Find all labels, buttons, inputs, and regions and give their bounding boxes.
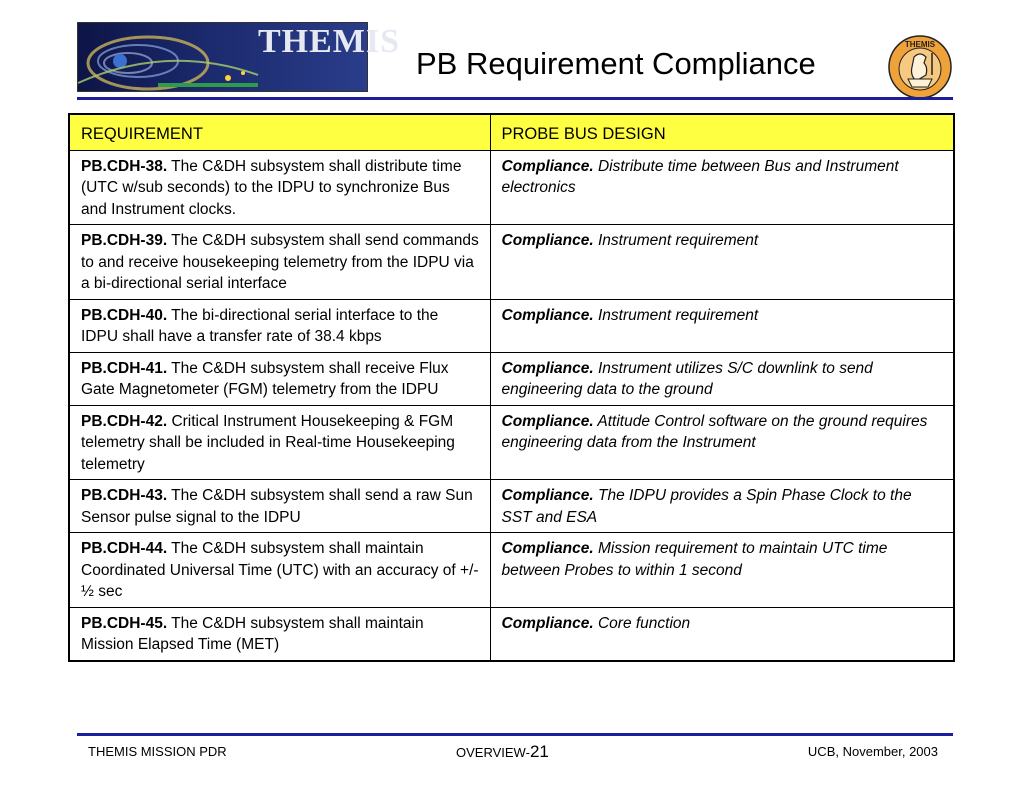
svg-text:THEMIS: THEMIS	[904, 40, 936, 49]
design-cell	[490, 225, 954, 300]
requirement-id: PB.CDH-38.	[81, 157, 168, 175]
design-cell	[490, 352, 954, 405]
requirement-text: Critical Instrument Housekeeping & FGM telemetry shall be included in Real-time Housekeeping telemetry	[81, 412, 455, 473]
requirement-text: The C&DH subsystem shall receive Flux Gate Magnetometer (FGM) telemetry from the IDPU	[81, 359, 449, 398]
page-title: PB Requirement Compliance	[416, 46, 816, 81]
requirement-cell	[69, 225, 490, 300]
table-row	[69, 405, 954, 480]
design-text: Attitude Control software on the ground requires engineering data from the Instrument	[501, 412, 928, 451]
requirement-text: The C&DH subsystem shall distribute time (UTC w/sub seconds) to the IDPU to synchronize Bus and Instrument clocks.	[81, 157, 462, 218]
footer-left-text: THEMIS MISSION PDR	[88, 744, 227, 759]
requirement-cell	[69, 299, 490, 352]
requirement-cell	[69, 150, 490, 225]
requirement-text: The bi-directional serial interface to the IDPU shall have a transfer rate of 38.4 kbps	[81, 306, 439, 345]
themis-logo-banner	[77, 22, 401, 92]
requirement-text: The C&DH subsystem shall send commands to and receive housekeeping telemetry from the IDPU via a bi-directional serial interface	[81, 232, 479, 292]
requirement-cell	[69, 533, 490, 608]
design-text: Mission requirement to maintain UTC time between Probes to within 1 second	[501, 540, 888, 579]
logo-wordmark: THEMIS	[258, 23, 401, 60]
design-text: Distribute time between Bus and Instrument electronics	[501, 157, 899, 196]
table-row	[69, 607, 954, 661]
table-row	[69, 352, 954, 405]
requirement-cell	[69, 352, 490, 405]
compliance-status: Compliance.	[501, 359, 594, 377]
header-divider	[77, 97, 953, 100]
table-row	[69, 299, 954, 352]
design-cell	[490, 480, 954, 533]
table-header-row	[69, 114, 954, 150]
compliance-status: Compliance.	[501, 614, 594, 632]
design-cell	[490, 150, 954, 225]
requirement-id: PB.CDH-42.	[81, 412, 168, 430]
requirement-text: The C&DH subsystem shall maintain Coordinated Universal Time (UTC) with an accuracy of +/- ½ sec	[81, 540, 479, 600]
compliance-status: Compliance.	[501, 540, 594, 557]
compliance-status: Compliance.	[501, 412, 594, 430]
compliance-status: Compliance.	[501, 306, 594, 324]
design-cell	[490, 533, 954, 608]
design-cell	[490, 299, 954, 352]
requirement-cell	[69, 607, 490, 661]
design-text: Instrument requirement	[593, 306, 759, 324]
requirement-cell	[69, 480, 490, 533]
design-cell	[490, 405, 954, 480]
table-row	[69, 533, 954, 608]
requirement-id: PB.CDH-43.	[81, 487, 168, 504]
footer-page-label	[456, 744, 549, 761]
requirement-text: The C&DH subsystem shall maintain Mission Elapsed Time (MET)	[81, 614, 424, 653]
design-text: Instrument utilizes S/C downlink to send engineering data to the ground	[501, 359, 873, 398]
compliance-status: Compliance.	[501, 157, 594, 175]
requirement-id: PB.CDH-40.	[81, 306, 168, 324]
column-header-requirement: REQUIREMENT	[69, 114, 490, 150]
requirement-id: PB.CDH-39.	[81, 232, 168, 249]
table-row	[69, 480, 954, 533]
requirement-text: The C&DH subsystem shall send a raw Sun Sensor pulse signal to the IDPU	[81, 487, 473, 526]
design-text: Instrument requirement	[593, 232, 759, 249]
page-number: 21	[529, 742, 549, 761]
design-cell	[490, 607, 954, 661]
requirement-id: PB.CDH-41.	[81, 359, 168, 377]
requirement-id: PB.CDH-44.	[81, 540, 168, 557]
design-text: The IDPU provides a Spin Phase Clock to the SST and ESA	[501, 487, 912, 526]
footer-divider	[77, 733, 953, 736]
compliance-table	[68, 113, 955, 662]
footer-section: OVERVIEW-	[456, 745, 530, 760]
requirement-id: PB.CDH-45.	[81, 614, 168, 632]
column-header-probe-bus-design: PROBE BUS DESIGN	[490, 114, 954, 150]
compliance-status: Compliance.	[501, 232, 594, 249]
table-row	[69, 225, 954, 300]
design-text: Core function	[593, 614, 691, 632]
requirement-cell	[69, 405, 490, 480]
themis-seal-logo	[888, 35, 952, 99]
compliance-status: Compliance.	[501, 487, 594, 504]
footer-right-text: UCB, November, 2003	[807, 744, 938, 759]
table-row	[69, 150, 954, 225]
